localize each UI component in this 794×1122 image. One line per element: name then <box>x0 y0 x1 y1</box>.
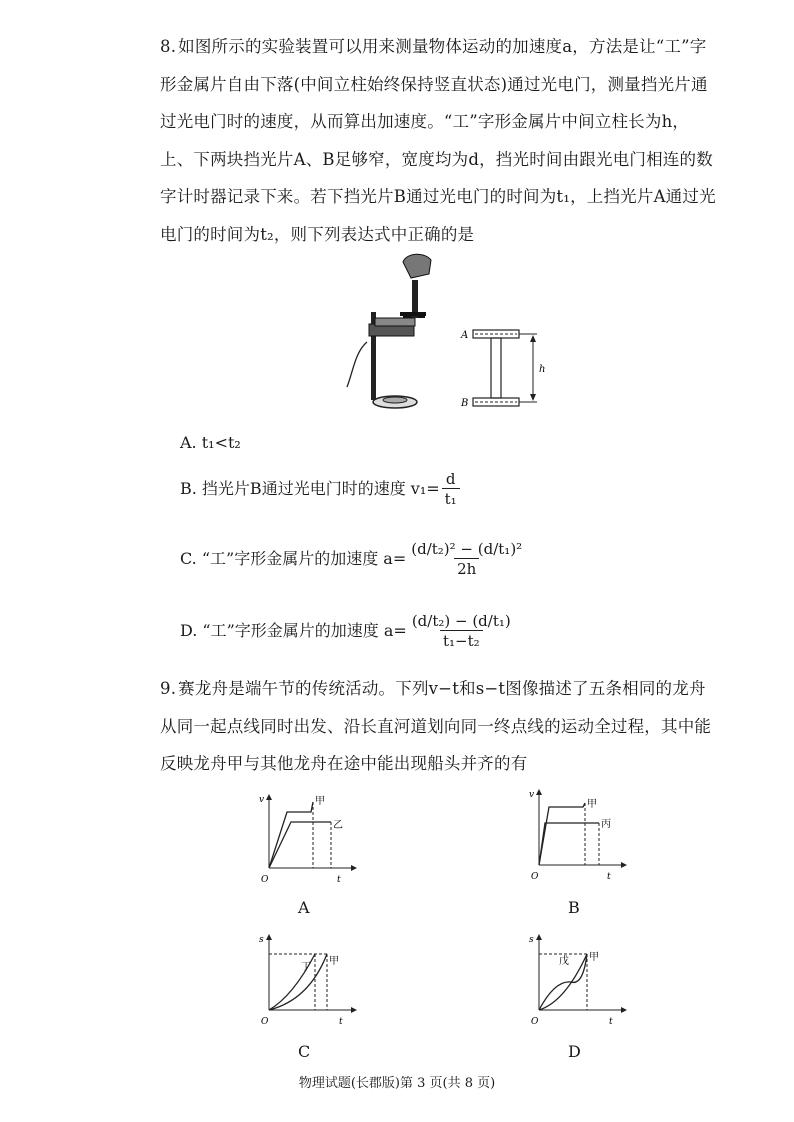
fraction: $\frac{\text{(d/t₂)² − (d/t₁)²}}{2h}$ <box>411 540 523 578</box>
svg-text:O: O <box>531 1017 539 1027</box>
svg-text:t: t <box>609 1017 613 1027</box>
svg-text:甲: 甲 <box>587 799 597 810</box>
graph-b-caption: B <box>568 898 580 917</box>
svg-text:乙: 乙 <box>333 820 343 831</box>
svg-text:戊: 戊 <box>559 956 569 967</box>
option-c: C. “工”字形金属片的加速度 a= $\frac{\text{(d/t₂)² − (d/t₁)²}}{2h}$ <box>180 540 525 579</box>
question-number: 9. <box>160 679 177 698</box>
svg-text:t: t <box>607 872 611 882</box>
graph-c-caption: C <box>298 1042 311 1061</box>
graph-d <box>525 930 635 1030</box>
label-a: A <box>461 330 469 341</box>
svg-text:O: O <box>531 872 539 882</box>
label-h: h <box>539 364 546 375</box>
graph-a-caption: A <box>298 898 310 917</box>
i-shape-figure <box>455 320 555 415</box>
page-footer: 物理试题(长郡版)第 3 页(共 8 页) <box>298 1076 496 1091</box>
label-b: B <box>461 398 469 409</box>
question-8 <box>160 28 720 253</box>
option-a: A. t₁<t₂ <box>180 433 241 452</box>
svg-text:v: v <box>529 790 535 800</box>
svg-text:O: O <box>261 1017 269 1027</box>
svg-text:丙: 丙 <box>601 819 611 830</box>
fraction: $\frac{\text{(d/t₂) − (d/t₁)}}{\text{t₁−t₂}}$ <box>411 612 511 650</box>
svg-text:甲: 甲 <box>329 956 339 967</box>
svg-text:t: t <box>339 1017 343 1027</box>
svg-text:s: s <box>529 935 534 945</box>
option-d: D. “工”字形金属片的加速度 a= $\frac{\text{(d/t₂) − (d/t₁)}}{\text{t₁−t₂}}$ <box>180 612 514 651</box>
svg-text:O: O <box>261 875 269 885</box>
option-b: B. 挡光片B通过光电门时的速度 v₁= $\frac{d}{\text{t₁}}$ <box>180 470 460 509</box>
graph-b <box>525 785 635 885</box>
question-number: 8. <box>160 37 177 56</box>
graph-c <box>255 930 365 1030</box>
question-9 <box>160 670 720 783</box>
question-stem: 赛龙舟是端午节的传统活动。下列v−t和s−t图像描述了五条相同的龙舟从同一起点线同时出发、沿长直河道划向同一终点线的运动全过程，其中能反映龙舟甲与其他龙舟在途中能出现船头并齐的有 <box>160 679 712 773</box>
svg-text:v: v <box>259 795 265 805</box>
svg-text:s: s <box>259 935 264 945</box>
question-stem: 如图所示的实验装置可以用来测量物体运动的加速度a，方法是让“工”字形金属片自由下落(中间立柱始终保持竖直状态)通过光电门，测量挡光片通过光电门时的速度，从而算出加速度。“工”字形金属片中间立柱长为h，上、下两块挡光片A、B足够窄，宽度均为d，挡光时间由跟光电门相连的数字计时器记录下来。若下挡光片B通过光电门的时间为t₁，上挡光片A通过光电门的时间为t₂，则下列表达式中正确的是 <box>160 37 716 244</box>
graph-a <box>255 790 365 890</box>
svg-text:甲: 甲 <box>589 952 599 963</box>
option-a-expr: t₁<t₂ <box>201 433 241 452</box>
fraction: $\frac{d}{\text{t₁}}$ <box>442 470 460 509</box>
svg-text:t: t <box>337 875 341 885</box>
svg-text:甲: 甲 <box>315 796 325 807</box>
graph-d-caption: D <box>568 1042 581 1061</box>
svg-text:丁: 丁 <box>301 962 311 973</box>
